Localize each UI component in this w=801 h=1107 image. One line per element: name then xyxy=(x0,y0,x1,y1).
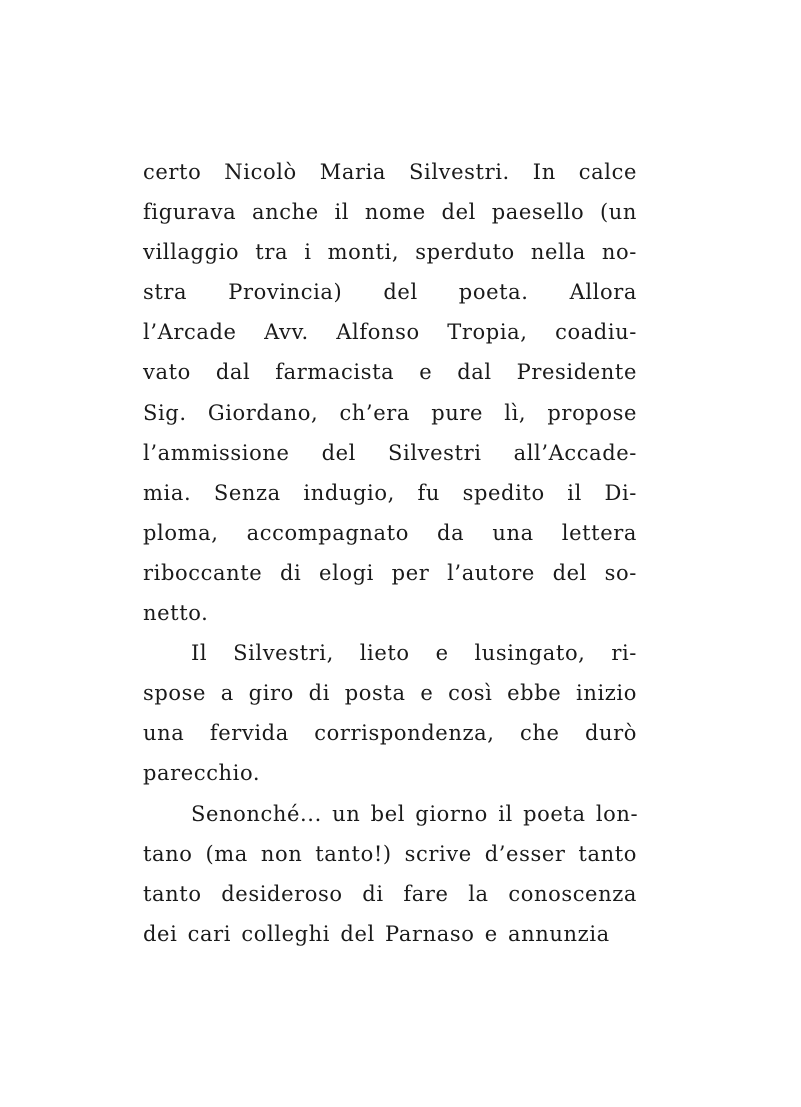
text-line: Sig. Giordano, ch’era pure lì, propose xyxy=(143,400,637,425)
text-line: figurava anche il nome del paesello (un xyxy=(143,200,637,225)
text-line: tano (ma non tanto!) scrive d’esser tanto xyxy=(143,841,637,866)
paragraph-2 xyxy=(143,633,637,793)
paragraph-3 xyxy=(143,794,637,954)
text-line: dei cari colleghi del Parnaso e annunzia xyxy=(143,921,610,946)
text-line: spose a giro di posta e così ebbe inizio xyxy=(143,681,637,706)
text-line: una fervida corrispondenza, che durò xyxy=(143,721,637,746)
text-line: stra Provincia) del poeta. Allora xyxy=(143,280,637,305)
text-line: l’Arcade Avv. Alfonso Tropia, coadiu- xyxy=(143,320,637,345)
page-body xyxy=(143,152,637,954)
text-line: vato dal farmacista e dal Presidente xyxy=(143,360,637,385)
text-line: riboccante di elogi per l’autore del so- xyxy=(143,560,637,585)
text-line: mia. Senza indugio, fu spedito il Di- xyxy=(143,480,637,505)
text-line: parecchio. xyxy=(143,761,261,786)
text-line: ploma, accompagnato da una lettera xyxy=(143,520,637,545)
text-line: netto. xyxy=(143,601,209,626)
text-line: tanto desideroso di fare la conoscenza xyxy=(143,881,637,906)
text-line: certo Nicolò Maria Silvestri. In calce xyxy=(143,160,637,184)
paragraph-1 xyxy=(143,152,637,633)
text-line: Il Silvestri, lieto e lusingato, ri- xyxy=(191,641,637,666)
text-line: Senonché... un bel giorno il poeta lon- xyxy=(191,801,639,826)
text-line: l’ammissione del Silvestri all’Accade- xyxy=(143,440,637,465)
text-line: villaggio tra i monti, sperduto nella no- xyxy=(143,240,637,265)
